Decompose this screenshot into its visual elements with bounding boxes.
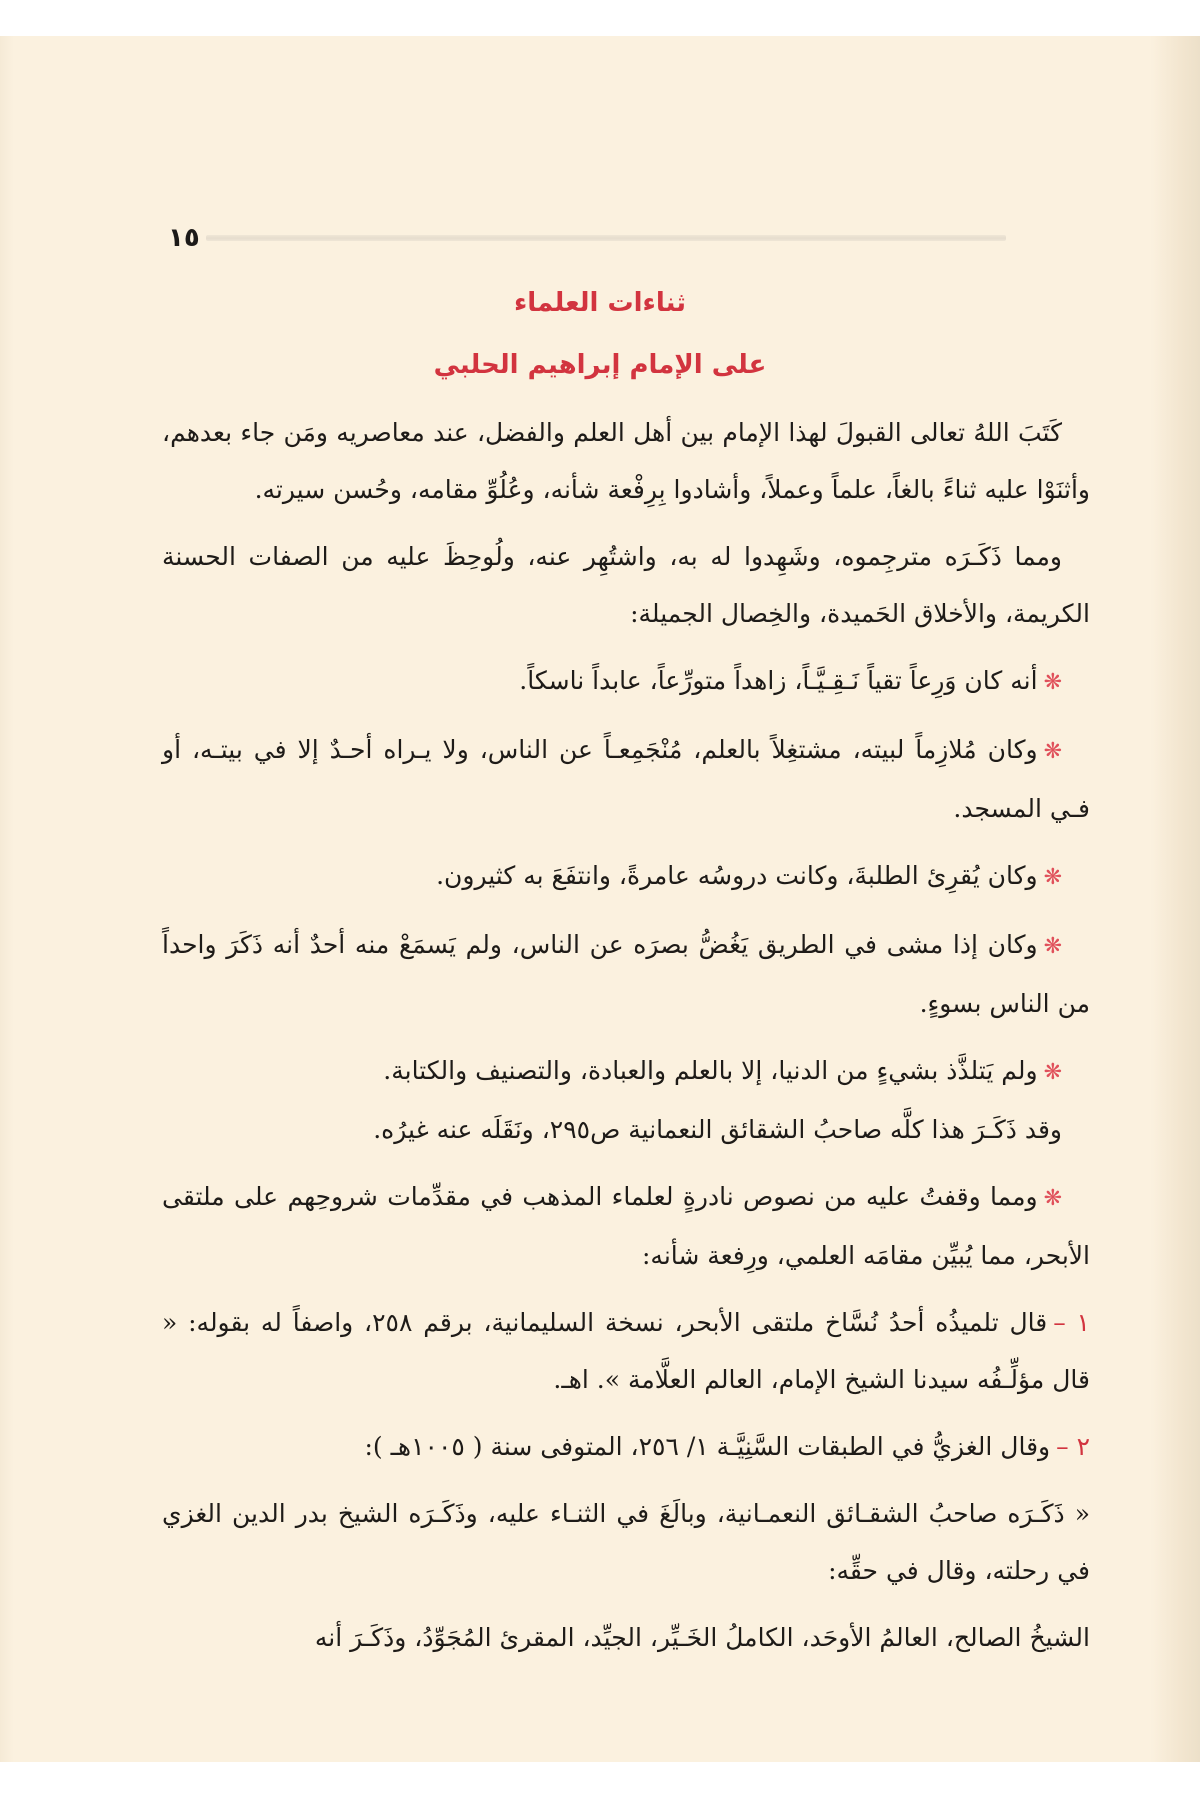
page-number: ١٥ [168,223,200,253]
section-subtitle: على الإمام إبراهيم الحلبي [433,350,767,380]
asterisk-bullet-icon: ❋ [1043,670,1062,695]
section-headings [160,272,1040,396]
item-number: ١ – [1053,1308,1090,1337]
asterisk-bullet-icon: ❋ [1043,739,1062,764]
numbered-item [162,1418,1090,1475]
paragraph-source: وقد ذَكَـرَ هذا كلَّه صاحبُ الشقائق النعمانية ص٢٩٥، ونَقَلَه عنه غيرُه. [373,1115,1062,1144]
numbered-item-text: قال تلميذُه أحدُ نُسَّاخ ملتقى الأبحر، نسخة السليمانية، برقم ٢٥٨، واصفاً له بقوله: « قال مؤلِّـفُه سيدنا الشيخ الإمام، العالم العلَّامة ». اهـ. [162,1308,1090,1394]
section-title: ثناءات العلماء [514,288,686,318]
item-number: ٢ – [1056,1432,1090,1461]
list-item-text: وكان يُقرِئ الطلبةَ، وكانت دروسُه عامرةً، وانتفَعَ به كثيرون. [436,861,1038,890]
list-item-text: وكان إذا مشى في الطريق يَغُضُّ بصرَه عن الناس، ولم يَسمَعْ منه أحدٌ أنه ذَكَرَ واحداً من الناس بسوءٍ. [162,930,1090,1018]
list-item [162,847,1090,906]
list-item-text: وكان مُلازِماً لبيته، مشتغِلاً بالعلم، مُنْجَمِعـاً عن الناس، ولا يـراه أحـدٌ إلا في بيتـه، أو فـي المسجد. [162,735,1090,823]
list-item-text: ومما وقفتُ عليه من نصوص نادرةٍ لعلماء المذهب في مقدِّمات شروحِهم على ملتقى الأبحر، مما يُبيِّن مقامَه العلمي، ورِفعة شأنه: [162,1182,1090,1270]
asterisk-bullet-icon: ❋ [1043,934,1062,959]
paragraph-last-line: الشيخُ الصالح، العالمُ الأوحَد، الكاملُ الخَـيِّر، الجيِّد، المقرئ المُجَوِّدُ، وذَكَـرَ أنه [314,1623,1090,1652]
asterisk-bullet-icon: ❋ [1043,865,1062,890]
numbered-item [162,1294,1090,1408]
list-item [162,1168,1090,1284]
list-item [162,916,1090,1032]
book-page [0,36,1200,1762]
list-item [162,721,1090,837]
body-text [162,404,1090,1676]
list-item [162,652,1090,711]
paragraph-quote: « ذَكَـرَه صاحبُ الشقـائق النعمـانية، وبالَغَ في الثنـاء عليه، وذَكَـرَه الشيخ بدر الدين الغزي في رحلته، وقال في حقِّه: [162,1499,1090,1585]
list-item-text: أنه كان وَرِعاً تقياً نَـقِـيَّـاً، زاهداً متورِّعاً، عابداً ناسكاً. [519,666,1038,695]
asterisk-bullet-icon: ❋ [1043,1186,1062,1211]
header-rule-divider [206,235,1006,241]
page-header [168,218,1008,258]
list-item [162,1042,1090,1101]
paragraph-intro: كَتَبَ اللهُ تعالى القبولَ لهذا الإمام بين أهل العلم والفضل، عند معاصريه ومَن جاء بعدهم، وأثنَوْا عليه ثناءً بالغاً، علماً وعملاً، وأشادوا بِرِفْعة شأنه، وعُلُوِّ مقامه، وحُسن سيرته. [162,418,1090,504]
numbered-item-text: وقال الغزيُّ في الطبقات السَّنِيَّـة ١/ ٢٥٦، المتوفى سنة ( ١٠٠٥هـ ): [364,1432,1051,1461]
list-item-text: ولم يَتلذَّذ بشيءٍ من الدنيا، إلا بالعلم والعبادة، والتصنيف والكتابة. [383,1056,1038,1085]
asterisk-bullet-icon: ❋ [1043,1060,1062,1085]
paragraph-qualities: ومما ذَكَـرَه مترجِموه، وشَهِدوا له به، واشتُهِر عنه، ولُوحِظَ عليه من الصفات الحسنة الكريمة، والأخلاق الحَميدة، والخِصال الجميلة: [162,542,1090,628]
